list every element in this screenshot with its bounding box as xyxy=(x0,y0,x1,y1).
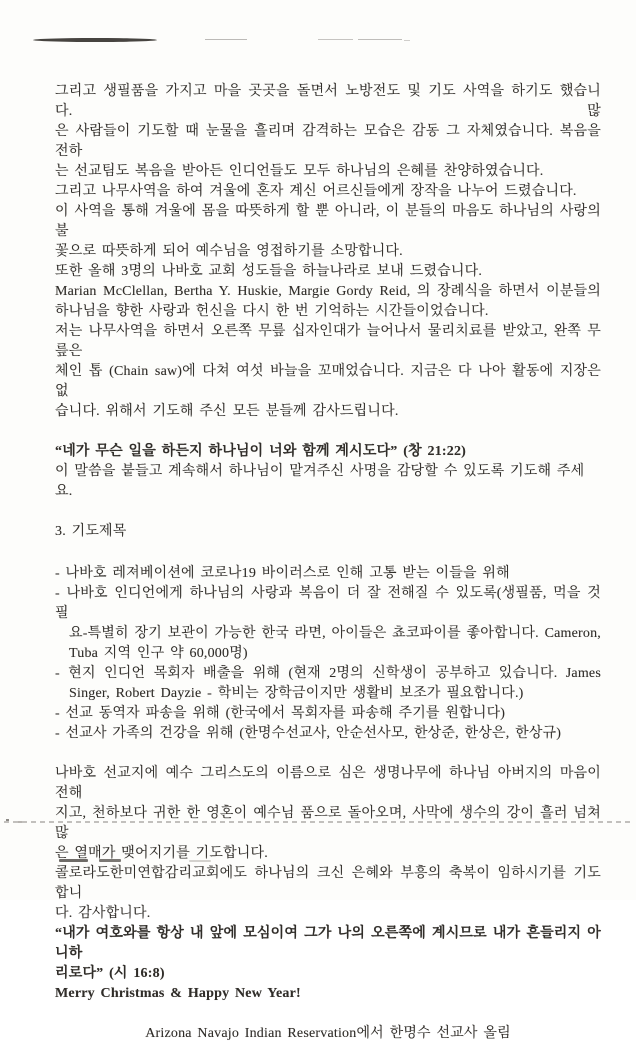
prayer-item: - 나바호 레져베이션에 코로나19 바이러스로 인해 고통 받는 이들을 위해 xyxy=(55,566,510,581)
scripture-quote: “네가 무슨 일을 하든지 하나님이 너와 함께 계시도다” (창 21:22) xyxy=(55,444,467,459)
body-line: 다. 감사합니다. xyxy=(55,906,151,921)
body-line: 체인 톱 (Chain saw)에 다쳐 여섯 바늘을 꼬매었습니다. 지금은 다 나아 활동에 지장은 없 xyxy=(55,364,601,399)
scan-artifact-top-line xyxy=(33,38,157,42)
prayer-item-continued: Tuba 지역 인구 약 60,000명) xyxy=(69,646,248,661)
body-line: 그리고 나무사역을 하여 겨울에 혼자 계신 어르신들에게 장작을 나누어 드렸습니다. xyxy=(55,184,577,199)
scripture-quote: “내가 여호와를 항상 내 앞에 모심이여 그가 나의 오른쪽에 계시므로 내가 흔들리지 아니하 xyxy=(55,926,601,961)
body-line: 꽃으로 따뜻하게 되어 예수님을 영접하기를 소망합니다. xyxy=(55,244,403,259)
body-line: 은 사람들이 기도할 때 눈물을 흘리며 감격하는 모습은 감동 그 자체였습니다. 복음을 전하 xyxy=(55,124,601,159)
body-line: 이 사역을 통해 겨울에 몸을 따뜻하게 할 뿐 아니라, 이 분들의 마음도 하나님의 사랑의 불 xyxy=(55,204,601,239)
body-line: 은 열매가 맺어지기를 기도합니다. xyxy=(55,846,268,861)
scan-artifact-faint-line xyxy=(404,40,410,41)
body-line: 저는 나무사역을 하면서 오른쪽 무릎 십자인대가 늘어나서 물리치료를 받았고, 완쪽 무릎은 xyxy=(55,324,601,359)
prayer-item: - 나바호 인디언에게 하나님의 사랑과 복음이 더 잘 전해질 수 있도록(생필품, 먹을 것 필 xyxy=(55,586,601,621)
prayer-item-continued: 요-특별히 장기 보관이 가능한 한국 라면, 아이들은 쵸코파이를 좋아합니다. Cameron, xyxy=(69,626,601,641)
body-line: 나바호 선교지에 예수 그리스도의 이름으로 심은 생명나무에 하나님 아버지의 마음이 전해 xyxy=(55,766,601,801)
scripture-quote: 리로다” (시 16:8) xyxy=(55,966,165,981)
body-line: 이 말씀을 붙들고 계속해서 하나님이 맡겨주신 사명을 감당할 수 있도록 기도해 주세요. xyxy=(55,464,585,499)
prayer-item: - 선교사 가족의 건강을 위해 (한명수선교사, 안순선사모, 한상준, 한상은, 한상규) xyxy=(55,726,562,741)
body-line: 습니다. 위해서 기도해 주신 모든 분들께 감사드립니다. xyxy=(55,404,399,419)
prayer-item: - 선교 동역자 파송을 위해 (한국에서 목회자를 파송해 주기를 원합니다) xyxy=(55,706,506,721)
scan-artifact-speck xyxy=(18,821,22,823)
greeting-line: Merry Christmas & Happy New Year! xyxy=(55,986,301,1001)
prayer-item-continued: Singer, Robert Dayzie - 학비는 장학금이지만 생활비 보조가 필요합니다.) xyxy=(69,686,524,701)
spacer xyxy=(55,502,601,522)
signature-line: Arizona Navajo Indian Reservation에서 한명수 선교사 올림 xyxy=(145,1026,511,1041)
section-heading: 3. 기도제목 xyxy=(55,524,127,539)
body-line: 콜로라도한미연합감리교회에도 하나님의 크신 은혜와 부흥의 축복이 임하시기를 기도합니 xyxy=(55,866,601,901)
spacer xyxy=(55,542,601,564)
body-line: 또한 올해 3명의 나바호 교회 성도들을 하늘나라로 보내 드렸습니다. xyxy=(55,264,483,279)
spacer xyxy=(55,1004,601,1024)
scan-artifact-faint-line xyxy=(358,39,402,40)
body-line: 지고, 천하보다 귀한 한 영혼이 예수님 품으로 돌아오며, 사막에 생수의 강이 흘러 넘쳐 많 xyxy=(55,806,601,841)
scan-artifact-faint-line xyxy=(205,39,247,40)
body-line: 그리고 생필품을 가지고 마을 곳곳을 돌면서 노방전도 및 기도 사역을 하기도 했습니다. 많 xyxy=(55,84,601,119)
body-line: 는 선교팀도 복음을 받아든 인디언들도 모두 하나님의 은혜를 찬양하였습니다. xyxy=(55,164,544,179)
scan-artifact-faint-line xyxy=(318,39,353,40)
spacer xyxy=(55,422,601,442)
body-line: 하나님을 향한 사랑과 헌신을 다시 한 번 기억하는 시간들이었습니다. xyxy=(55,304,489,319)
prayer-item: - 현지 인디언 목회자 배출을 위해 (현재 2명의 신학생이 공부하고 있습니다. James xyxy=(55,666,601,681)
scan-artifact-speck xyxy=(6,819,9,821)
spacer xyxy=(55,744,601,764)
body-line: Marian McClellan, Bertha Y. Huskie, Margie Gordy Reid, 의 장례식을 하면서 이분들의 xyxy=(55,284,601,299)
